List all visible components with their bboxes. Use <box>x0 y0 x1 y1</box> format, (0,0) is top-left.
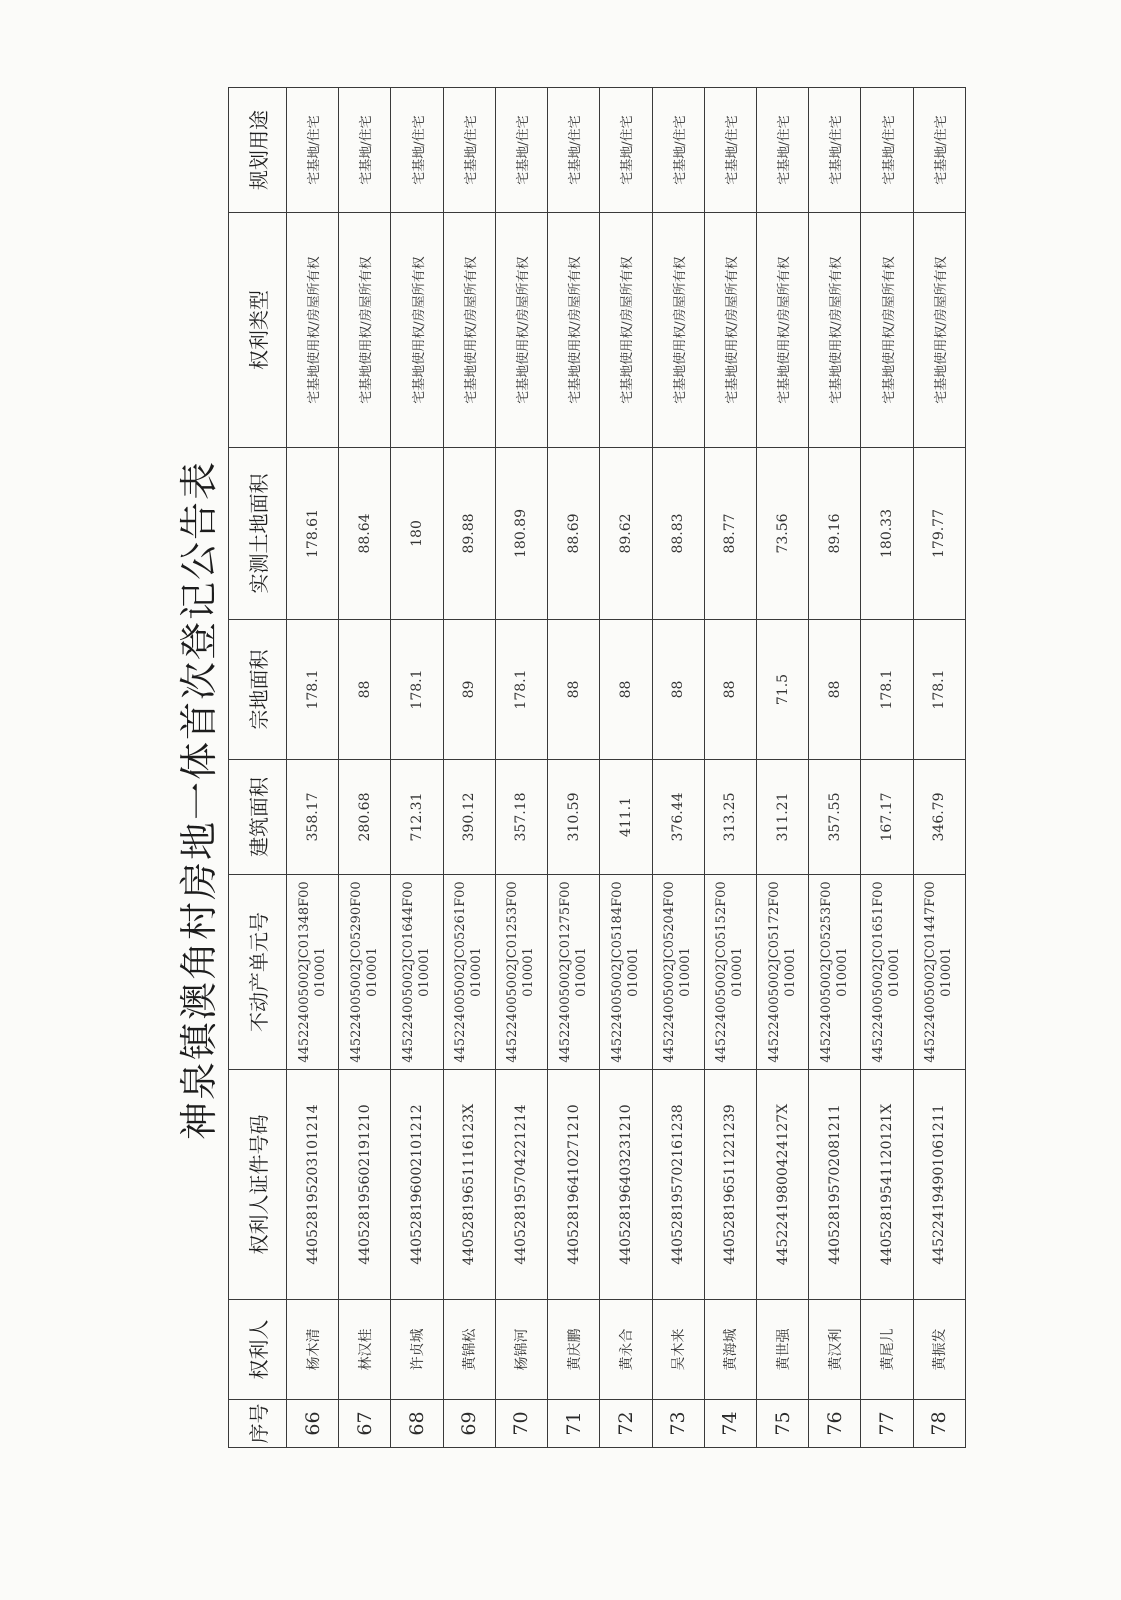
cell-seq: 72 <box>600 1400 652 1448</box>
cell-unit-number: 445224005002JC01644F00010001 <box>391 875 443 1070</box>
cell-planned-use: 宅基地/住宅 <box>704 88 756 213</box>
cell-planned-use: 宅基地/住宅 <box>339 88 391 213</box>
cell-parcel-area: 89 <box>443 620 495 760</box>
cell-id-number: 440528195702081211 <box>809 1070 861 1300</box>
cell-parcel-area: 178.1 <box>495 620 547 760</box>
cell-right-type: 宅基地使用权/房屋所有权 <box>391 213 443 448</box>
cell-seq: 77 <box>861 1400 913 1448</box>
cell-measured-area: 89.88 <box>443 448 495 620</box>
cell-seq: 76 <box>809 1400 861 1448</box>
cell-measured-area: 88.77 <box>704 448 756 620</box>
cell-building-area: 313.25 <box>704 760 756 875</box>
cell-seq: 68 <box>391 1400 443 1448</box>
cell-id-number: 440528196511221239 <box>704 1070 756 1300</box>
cell-right-type: 宅基地使用权/房屋所有权 <box>809 213 861 448</box>
cell-planned-use: 宅基地/住宅 <box>809 88 861 213</box>
cell-owner: 许贞城 <box>391 1300 443 1400</box>
table-row <box>600 88 652 1448</box>
header-measured-area: 实测土地面积 <box>229 448 287 620</box>
header-building-area: 建筑面积 <box>229 760 287 875</box>
cell-id-number: 44052819541120121X <box>861 1070 913 1300</box>
cell-id-number: 44052819651116123X <box>443 1070 495 1300</box>
table-row <box>495 88 547 1448</box>
cell-seq: 78 <box>913 1400 965 1448</box>
cell-measured-area: 180 <box>391 448 443 620</box>
cell-measured-area: 178.61 <box>287 448 339 620</box>
header-planned-use: 规划用途 <box>229 88 287 213</box>
cell-building-area: 358.17 <box>287 760 339 875</box>
cell-owner: 黄振发 <box>913 1300 965 1400</box>
table-row <box>756 88 808 1448</box>
cell-building-area: 310.59 <box>548 760 600 875</box>
cell-planned-use: 宅基地/住宅 <box>652 88 704 213</box>
cell-id-number: 440528196410271210 <box>548 1070 600 1300</box>
cell-planned-use: 宅基地/住宅 <box>495 88 547 213</box>
cell-unit-number: 445224005002JC01348F00010001 <box>287 875 339 1070</box>
cell-owner: 杨锦河 <box>495 1300 547 1400</box>
cell-measured-area: 179.77 <box>913 448 965 620</box>
cell-unit-number: 445224005002JC01275F00010001 <box>548 875 600 1070</box>
cell-owner: 黄永合 <box>600 1300 652 1400</box>
cell-unit-number: 445224005002JC05290F00010001 <box>339 875 391 1070</box>
cell-building-area: 311.21 <box>756 760 808 875</box>
cell-id-number: 44522419800424127X <box>756 1070 808 1300</box>
header-right-type: 权利类型 <box>229 213 287 448</box>
header-parcel-area: 宗地面积 <box>229 620 287 760</box>
cell-right-type: 宅基地使用权/房屋所有权 <box>652 213 704 448</box>
cell-unit-number: 445224005002JC05253F00010001 <box>809 875 861 1070</box>
cell-right-type: 宅基地使用权/房屋所有权 <box>704 213 756 448</box>
cell-building-area: 357.18 <box>495 760 547 875</box>
cell-right-type: 宅基地使用权/房屋所有权 <box>861 213 913 448</box>
cell-id-number: 440528195702161238 <box>652 1070 704 1300</box>
cell-owner: 黄汉利 <box>809 1300 861 1400</box>
cell-right-type: 宅基地使用权/房屋所有权 <box>495 213 547 448</box>
cell-unit-number: 445224005002JC05261F00010001 <box>443 875 495 1070</box>
cell-unit-number: 445224005002JC01253F00010001 <box>495 875 547 1070</box>
table-row <box>548 88 600 1448</box>
cell-parcel-area: 88 <box>600 620 652 760</box>
cell-right-type: 宅基地使用权/房屋所有权 <box>548 213 600 448</box>
cell-seq: 73 <box>652 1400 704 1448</box>
cell-id-number: 440528195602191210 <box>339 1070 391 1300</box>
cell-parcel-area: 88 <box>339 620 391 760</box>
cell-unit-number: 445224005002JC05204F00010001 <box>652 875 704 1070</box>
cell-owner: 吴木来 <box>652 1300 704 1400</box>
cell-seq: 67 <box>339 1400 391 1448</box>
cell-parcel-area: 71.5 <box>756 620 808 760</box>
table-row <box>391 88 443 1448</box>
registration-table <box>228 87 966 1448</box>
cell-owner: 黄庆鹏 <box>548 1300 600 1400</box>
cell-unit-number: 445224005002JC05172F00010001 <box>756 875 808 1070</box>
header-id-number: 权利人证件号码 <box>229 1070 287 1300</box>
cell-owner: 林汉桂 <box>339 1300 391 1400</box>
table-row <box>287 88 339 1448</box>
cell-planned-use: 宅基地/住宅 <box>913 88 965 213</box>
cell-measured-area: 88.83 <box>652 448 704 620</box>
header-seq: 序号 <box>229 1400 287 1448</box>
cell-parcel-area: 88 <box>704 620 756 760</box>
cell-measured-area: 89.62 <box>600 448 652 620</box>
cell-id-number: 440528195704221214 <box>495 1070 547 1300</box>
cell-parcel-area: 178.1 <box>391 620 443 760</box>
cell-measured-area: 89.16 <box>809 448 861 620</box>
cell-unit-number: 445224005002JC01447F00010001 <box>913 875 965 1070</box>
cell-building-area: 712.31 <box>391 760 443 875</box>
cell-right-type: 宅基地使用权/房屋所有权 <box>600 213 652 448</box>
cell-owner: 黄世强 <box>756 1300 808 1400</box>
cell-right-type: 宅基地使用权/房屋所有权 <box>443 213 495 448</box>
cell-parcel-area: 88 <box>548 620 600 760</box>
table-row <box>704 88 756 1448</box>
cell-measured-area: 180.89 <box>495 448 547 620</box>
page-title: 神泉镇澳角村房地一体首次登记公告表 <box>177 460 221 1141</box>
cell-seq: 74 <box>704 1400 756 1448</box>
cell-right-type: 宅基地使用权/房屋所有权 <box>756 213 808 448</box>
cell-measured-area: 88.64 <box>339 448 391 620</box>
cell-owner: 黄海城 <box>704 1300 756 1400</box>
cell-seq: 70 <box>495 1400 547 1448</box>
cell-seq: 75 <box>756 1400 808 1448</box>
cell-parcel-area: 88 <box>652 620 704 760</box>
table-row <box>861 88 913 1448</box>
cell-building-area: 376.44 <box>652 760 704 875</box>
cell-right-type: 宅基地使用权/房屋所有权 <box>287 213 339 448</box>
table-row <box>913 88 965 1448</box>
cell-id-number: 440528196002101212 <box>391 1070 443 1300</box>
cell-planned-use: 宅基地/住宅 <box>443 88 495 213</box>
table-body <box>287 88 966 1448</box>
header-owner: 权利人 <box>229 1300 287 1400</box>
cell-building-area: 390.12 <box>443 760 495 875</box>
cell-planned-use: 宅基地/住宅 <box>600 88 652 213</box>
table-row <box>809 88 861 1448</box>
table-row <box>443 88 495 1448</box>
cell-owner: 黄尾儿 <box>861 1300 913 1400</box>
cell-building-area: 411.1 <box>600 760 652 875</box>
cell-parcel-area: 88 <box>809 620 861 760</box>
cell-measured-area: 88.69 <box>548 448 600 620</box>
cell-planned-use: 宅基地/住宅 <box>287 88 339 213</box>
cell-building-area: 280.68 <box>339 760 391 875</box>
cell-building-area: 357.55 <box>809 760 861 875</box>
cell-parcel-area: 178.1 <box>861 620 913 760</box>
header-unit-number: 不动产单元号 <box>229 875 287 1070</box>
cell-unit-number: 445224005002JC01651F00010001 <box>861 875 913 1070</box>
cell-owner: 黄锦松 <box>443 1300 495 1400</box>
cell-parcel-area: 178.1 <box>287 620 339 760</box>
cell-owner: 杨木清 <box>287 1300 339 1400</box>
cell-planned-use: 宅基地/住宅 <box>756 88 808 213</box>
cell-seq: 71 <box>548 1400 600 1448</box>
table-header-row <box>229 88 287 1448</box>
cell-seq: 69 <box>443 1400 495 1448</box>
table-row <box>339 88 391 1448</box>
cell-unit-number: 445224005002JC05184F00010001 <box>600 875 652 1070</box>
cell-planned-use: 宅基地/住宅 <box>391 88 443 213</box>
cell-building-area: 346.79 <box>913 760 965 875</box>
cell-measured-area: 73.56 <box>756 448 808 620</box>
cell-id-number: 440528196403231210 <box>600 1070 652 1300</box>
cell-planned-use: 宅基地/住宅 <box>548 88 600 213</box>
cell-id-number: 440528195203101214 <box>287 1070 339 1300</box>
cell-right-type: 宅基地使用权/房屋所有权 <box>339 213 391 448</box>
cell-unit-number: 445224005002JC05152F00010001 <box>704 875 756 1070</box>
cell-id-number: 445224194901061211 <box>913 1070 965 1300</box>
cell-parcel-area: 178.1 <box>913 620 965 760</box>
cell-measured-area: 180.33 <box>861 448 913 620</box>
cell-planned-use: 宅基地/住宅 <box>861 88 913 213</box>
cell-right-type: 宅基地使用权/房屋所有权 <box>913 213 965 448</box>
cell-building-area: 167.17 <box>861 760 913 875</box>
table-row <box>652 88 704 1448</box>
cell-seq: 66 <box>287 1400 339 1448</box>
